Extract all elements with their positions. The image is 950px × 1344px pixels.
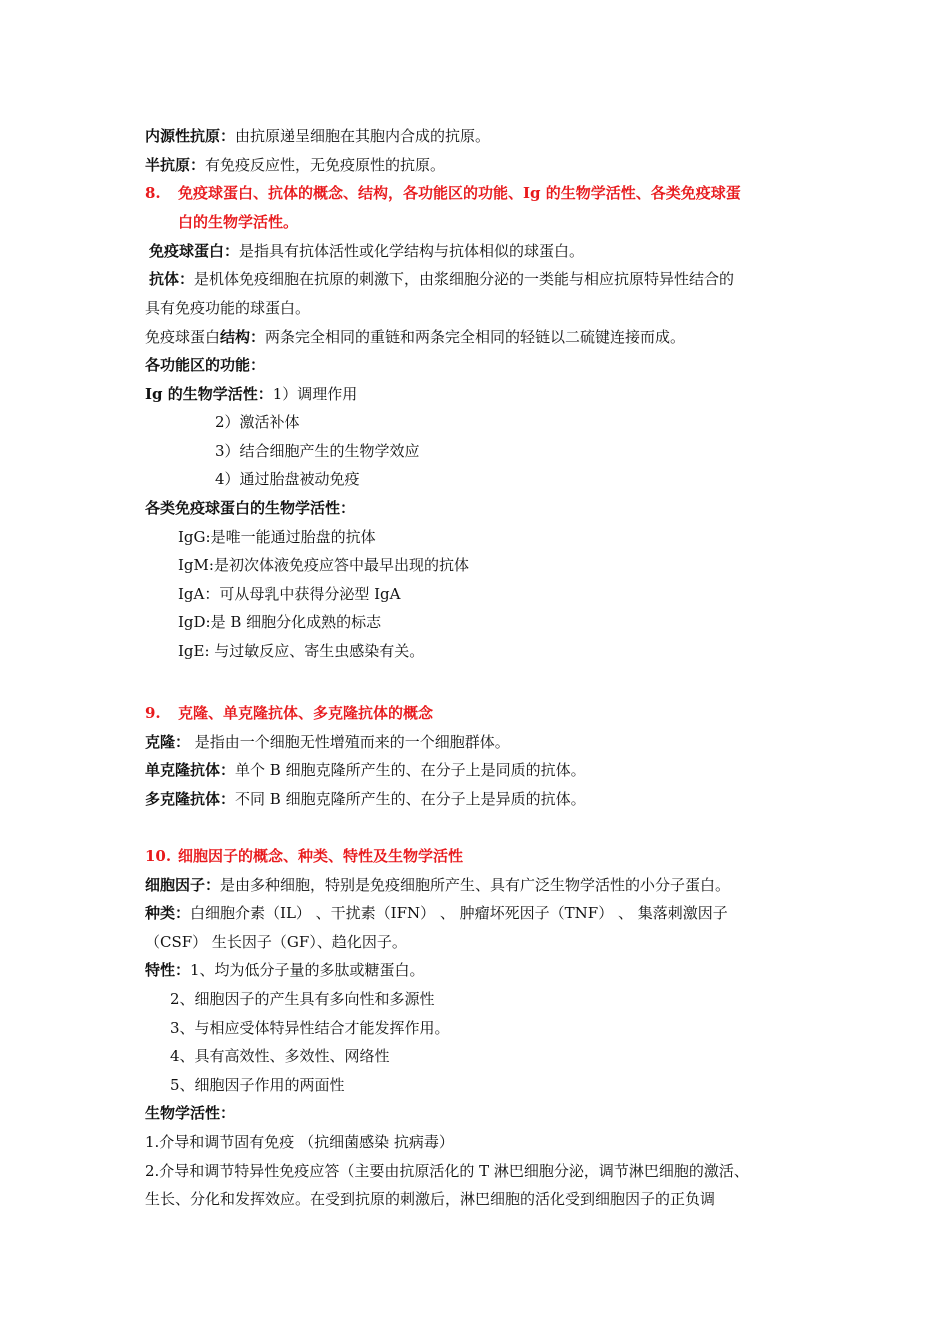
biological-activity-2-cont (145, 1188, 715, 1210)
term: 结构： (220, 328, 266, 346)
cytokine-property-3 (170, 1017, 450, 1039)
cytokine-property-1 (145, 959, 425, 981)
term: 单克隆抗体： (145, 761, 236, 779)
term: 生物学活性： (145, 1104, 236, 1122)
definition-hapten (145, 154, 445, 176)
section-heading-9 (145, 702, 433, 724)
definition-text: 是指具有抗体活性或化学结构与抗体相似的球蛋白。 (239, 242, 585, 260)
item-text: 3）结合细胞产生的生物学效应 (215, 442, 420, 460)
definition-ig-structure (145, 326, 685, 348)
section-heading-8 (145, 182, 741, 204)
definition-monoclonal-antibody (145, 759, 586, 781)
term: 种类： (145, 904, 191, 922)
ig-class-igg (178, 526, 376, 548)
term: 半抗原： (145, 156, 206, 174)
item-text: IgD:是 B 细胞分化成熟的标志 (178, 613, 382, 631)
subheading-ig-class-activities (145, 497, 355, 519)
heading-text: 白的生物学活性。 (178, 213, 299, 231)
item-text: 4）通过胎盘被动免疫 (215, 470, 360, 488)
item-text: IgG:是唯一能通过胎盘的抗体 (178, 528, 376, 546)
item-text: 3、与相应受体特异性结合才能发挥作用。 (170, 1019, 450, 1037)
biological-activity-2 (145, 1160, 749, 1182)
item-text: 2、细胞因子的产生具有多向性和多源性 (170, 990, 435, 1008)
ig-class-igd (178, 611, 381, 633)
item-text: IgE: 与过敏反应、寄生虫感染有关。 (178, 642, 425, 660)
ig-class-ige (178, 640, 424, 662)
definition-text: （CSF） 生长因子（GF）、趋化因子。 (145, 933, 407, 951)
term: 多克隆抗体： (145, 790, 236, 808)
section-number: 9. (145, 704, 161, 722)
ig-activity-item-2 (215, 411, 300, 433)
section-heading-10 (145, 845, 463, 867)
item-text: 1、均为低分子量的多肽或糖蛋白。 (190, 961, 425, 979)
heading-text: 细胞因子的概念、种类、特性及生物学活性 (178, 847, 464, 865)
term: Ig 的生物学活性： (145, 385, 273, 403)
item-text: IgM:是初次体液免疫应答中最早出现的抗体 (178, 556, 469, 574)
term: 细胞因子： (145, 876, 221, 894)
heading-text: 克隆、单克隆抗体、多克隆抗体的概念 (178, 704, 434, 722)
definition-polyclonal-antibody (145, 788, 586, 810)
definition-antibody (149, 268, 734, 290)
item-text: 1）调理作用 (272, 385, 358, 403)
definition-text: 白细胞介素（IL） 、干扰素（IFN） 、 肿瘤坏死因子（TNF） 、 集落刺激因子 (190, 904, 728, 922)
item-text: 生长、分化和发挥效应。在受到抗原的刺激后，淋巴细胞的活化受到细胞因子的正负调 (145, 1190, 716, 1208)
term: 特性： (145, 961, 191, 979)
definition-text: 单个 B 细胞克隆所产生的、在分子上是同质的抗体。 (235, 761, 586, 779)
definition-endogenous-antigen (145, 125, 490, 147)
prefix: 免疫球蛋白 (145, 328, 221, 346)
item-text: 5、细胞因子作用的两面性 (170, 1076, 345, 1094)
definition-text: 两条完全相同的重链和两条完全相同的轻链以二硫键连接而成。 (265, 328, 686, 346)
cytokine-property-5 (170, 1074, 345, 1096)
item-text: 4、具有高效性、多效性、网络性 (170, 1047, 390, 1065)
definition-antibody-cont (145, 297, 310, 319)
term: 抗体： (149, 270, 195, 288)
ig-activity-item-1 (145, 383, 357, 405)
subheading-biological-activity (145, 1102, 235, 1124)
ig-activity-item-4 (215, 468, 360, 490)
cytokine-property-4 (170, 1045, 390, 1067)
section-number: 10. (145, 847, 172, 865)
item-text: 2.介导和调节特异性免疫应答（主要由抗原活化的 T 淋巴细胞分泌，调节淋巴细胞的激活、 (145, 1162, 749, 1180)
section-heading-8-cont (178, 211, 298, 233)
definition-text: 是指由一个细胞无性增殖而来的一个细胞群体。 (190, 733, 510, 751)
ig-class-iga (178, 583, 401, 605)
term: 各功能区的功能： (145, 356, 266, 374)
item-text: IgA：可从母乳中获得分泌型 IgA (178, 585, 401, 603)
term: 克隆： (145, 733, 191, 751)
cytokine-types (145, 902, 728, 924)
subheading-domain-functions (145, 354, 265, 376)
definition-clone (145, 731, 510, 753)
item-text: 1.介导和调节固有免疫 （抗细菌感染 抗病毒） (145, 1133, 454, 1151)
item-text: 2）激活补体 (215, 413, 300, 431)
definition-text: 有免疫反应性，无免疫原性的抗原。 (205, 156, 446, 174)
ig-class-igm (178, 554, 469, 576)
cytokine-property-2 (170, 988, 435, 1010)
section-number: 8. (145, 184, 161, 202)
definition-text: 不同 B 细胞克隆所产生的、在分子上是异质的抗体。 (235, 790, 586, 808)
term: 免疫球蛋白： (149, 242, 240, 260)
term: 内源性抗原： (145, 127, 236, 145)
definition-text: 由抗原递呈细胞在其胞内合成的抗原。 (235, 127, 491, 145)
definition-cytokine (145, 874, 730, 896)
definition-text: 是由多种细胞，特别是免疫细胞所产生、具有广泛生物学活性的小分子蛋白。 (220, 876, 731, 894)
term: 各类免疫球蛋白的生物学活性： (145, 499, 356, 517)
ig-activity-item-3 (215, 440, 420, 462)
heading-text: 免疫球蛋白、抗体的概念、结构，各功能区的功能、Ig 的生物学活性、各类免疫球蛋 (178, 184, 741, 202)
definition-immunoglobulin (149, 240, 584, 262)
definition-text: 是机体免疫细胞在抗原的刺激下，由浆细胞分泌的一类能与相应抗原特异性结合的 (194, 270, 735, 288)
definition-text: 具有免疫功能的球蛋白。 (145, 299, 311, 317)
cytokine-types-cont (145, 931, 407, 953)
biological-activity-1 (145, 1131, 454, 1153)
